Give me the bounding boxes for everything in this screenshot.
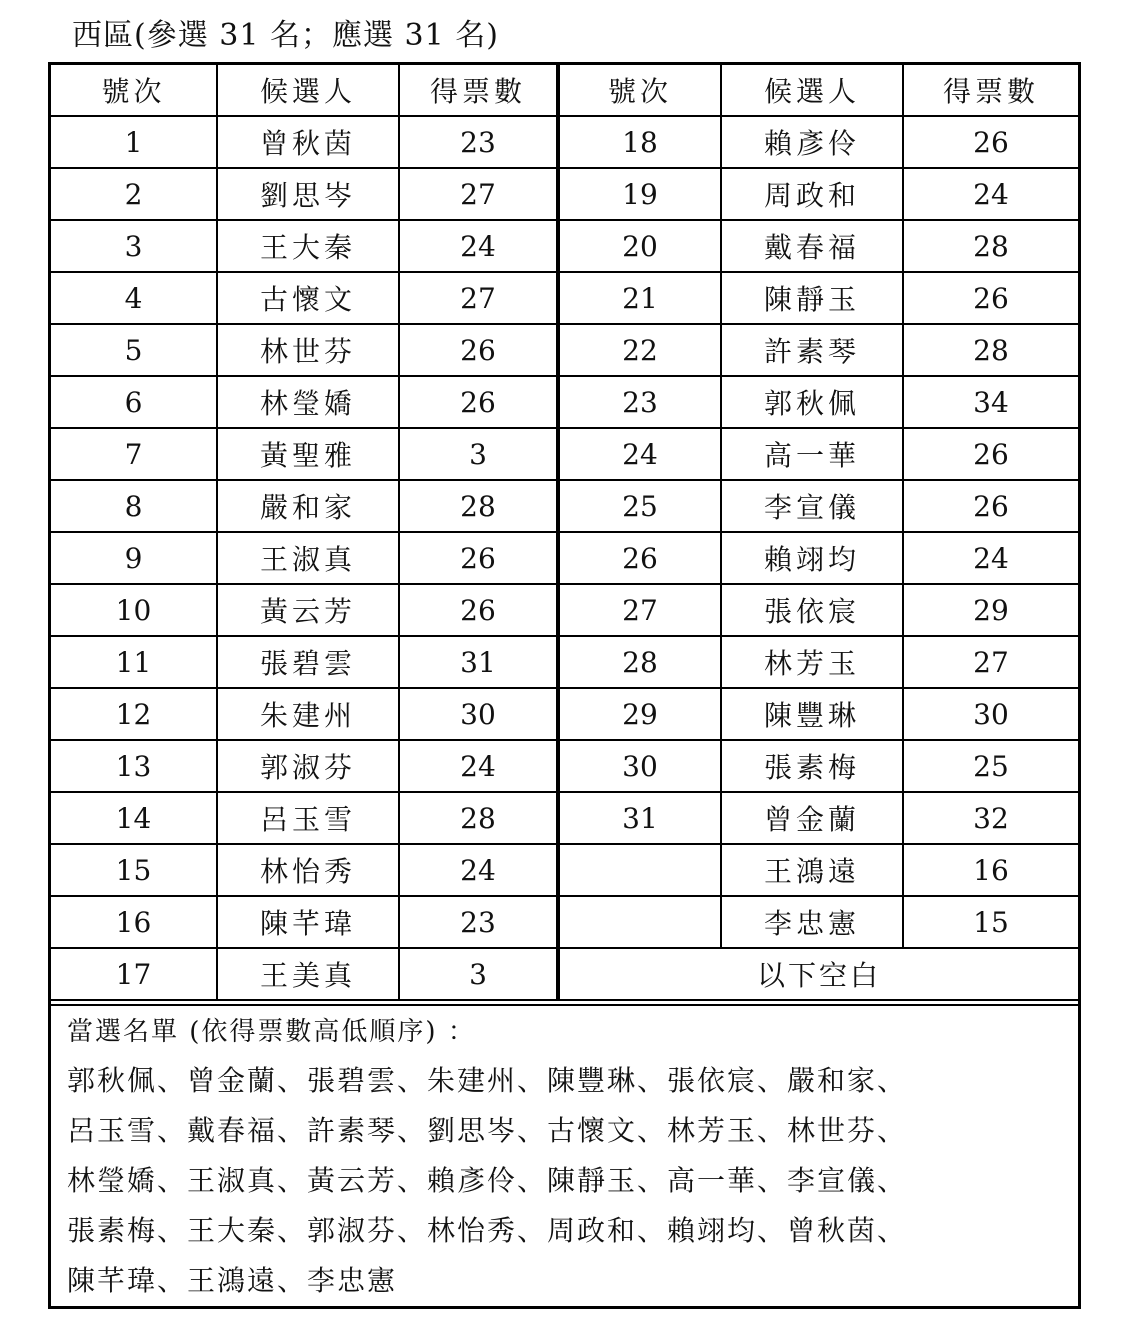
table-row: [51, 896, 1078, 948]
table-row: [51, 792, 1078, 844]
candidate-name: 王美真: [217, 948, 399, 1000]
candidate-name: 曾金蘭: [721, 792, 903, 844]
vote-count: 28: [399, 792, 558, 844]
results-frame: [48, 62, 1081, 1309]
candidate-number: 4: [51, 272, 217, 324]
candidate-number: 27: [558, 584, 721, 636]
candidate-name: 林瑩嬌: [217, 376, 399, 428]
vote-count: 24: [399, 740, 558, 792]
elected-line: 陳芊瑋、王鴻遠、李忠憲: [67, 1264, 398, 1297]
vote-count: 32: [903, 792, 1078, 844]
candidate-number: 23: [558, 376, 721, 428]
vote-count: 26: [399, 584, 558, 636]
candidate-number: 19: [558, 168, 721, 220]
table-row: [51, 272, 1078, 324]
candidate-number: 12: [51, 688, 217, 740]
candidate-name: 賴彥伶: [721, 116, 903, 168]
candidate-number: 14: [51, 792, 217, 844]
vote-count: 26: [903, 428, 1078, 480]
candidate-number: 2: [51, 168, 217, 220]
candidate-number: 29: [558, 688, 721, 740]
candidate-name: 郭秋佩: [721, 376, 903, 428]
candidate-number: 11: [51, 636, 217, 688]
header-votes-right: 得票數: [903, 65, 1078, 116]
candidate-number: [558, 896, 721, 948]
header-number-left: 號次: [51, 65, 217, 116]
table-row: [51, 844, 1078, 896]
header-votes-left: 得票數: [399, 65, 558, 116]
vote-count: 26: [903, 116, 1078, 168]
candidate-name: 張碧雲: [217, 636, 399, 688]
candidate-number: 17: [51, 948, 217, 1000]
candidate-name: 王淑真: [217, 532, 399, 584]
elected-list: [51, 1004, 1078, 1306]
elected-line: 呂玉雪、戴春福、許素琴、劉思岑、古懷文、林芳玉、林世芬、: [67, 1114, 908, 1147]
candidate-name: 賴翊均: [721, 532, 903, 584]
candidate-number: 18: [558, 116, 721, 168]
candidate-name: 林芳玉: [721, 636, 903, 688]
vote-count: 3: [399, 948, 558, 1000]
candidate-name: 戴春福: [721, 220, 903, 272]
elected-line: 張素梅、王大秦、郭淑芬、林怡秀、周政和、賴翊均、曾秋茵、: [67, 1214, 908, 1247]
table-row: [51, 584, 1078, 636]
vote-count: 26: [903, 480, 1078, 532]
results-table: [51, 65, 1078, 1001]
vote-count: 25: [903, 740, 1078, 792]
candidate-name: 張依宸: [721, 584, 903, 636]
candidate-number: 16: [51, 896, 217, 948]
vote-count: 34: [903, 376, 1078, 428]
candidate-number: 24: [558, 428, 721, 480]
candidate-number: 26: [558, 532, 721, 584]
vote-count: 24: [903, 532, 1078, 584]
vote-count: 28: [903, 220, 1078, 272]
candidate-name: 嚴和家: [217, 480, 399, 532]
vote-count: 28: [903, 324, 1078, 376]
candidate-name: 陳豐琳: [721, 688, 903, 740]
candidate-name: 呂玉雪: [217, 792, 399, 844]
candidate-number: 5: [51, 324, 217, 376]
table-row: [51, 428, 1078, 480]
table-row: [51, 688, 1078, 740]
candidate-name: 陳靜玉: [721, 272, 903, 324]
vote-count: 27: [399, 168, 558, 220]
vote-count: 26: [399, 324, 558, 376]
candidate-number: 31: [558, 792, 721, 844]
candidate-number: 21: [558, 272, 721, 324]
candidate-number: [558, 844, 721, 896]
candidate-name: 古懷文: [217, 272, 399, 324]
vote-count: 30: [903, 688, 1078, 740]
vote-count: 24: [399, 220, 558, 272]
candidate-number: 20: [558, 220, 721, 272]
candidate-name: 王大秦: [217, 220, 399, 272]
candidate-number: 30: [558, 740, 721, 792]
vote-count: 28: [399, 480, 558, 532]
vote-count: 26: [903, 272, 1078, 324]
vote-count: 23: [399, 896, 558, 948]
header-row: [51, 65, 1078, 116]
candidate-number: 15: [51, 844, 217, 896]
table-row: [51, 324, 1078, 376]
table-row: [51, 948, 1078, 1000]
candidate-number: 25: [558, 480, 721, 532]
vote-count: 16: [903, 844, 1078, 896]
header-number-right: 號次: [558, 65, 721, 116]
candidate-name: 林世芬: [217, 324, 399, 376]
vote-count: 27: [399, 272, 558, 324]
candidate-name: 黃云芳: [217, 584, 399, 636]
table-row: [51, 220, 1078, 272]
vote-count: 27: [903, 636, 1078, 688]
elected-heading: 當選名單 (依得票數高低順序) ：: [67, 1017, 476, 1047]
candidate-name: 周政和: [721, 168, 903, 220]
table-row: [51, 116, 1078, 168]
vote-count: 26: [399, 532, 558, 584]
candidate-name: 王鴻遠: [721, 844, 903, 896]
vote-count: 23: [399, 116, 558, 168]
vote-count: 15: [903, 896, 1078, 948]
header-candidate-left: 候選人: [217, 65, 399, 116]
table-row: [51, 376, 1078, 428]
candidate-name: 李忠憲: [721, 896, 903, 948]
vote-count: 29: [903, 584, 1078, 636]
candidate-name: 曾秋茵: [217, 116, 399, 168]
candidate-number: 13: [51, 740, 217, 792]
candidate-name: 李宣儀: [721, 480, 903, 532]
candidate-name: 劉思岑: [217, 168, 399, 220]
candidate-name: 高一華: [721, 428, 903, 480]
candidate-number: 9: [51, 532, 217, 584]
table-row: [51, 168, 1078, 220]
table-row: [51, 480, 1078, 532]
vote-count: 31: [399, 636, 558, 688]
vote-count: 26: [399, 376, 558, 428]
candidate-number: 8: [51, 480, 217, 532]
candidate-number: 6: [51, 376, 217, 428]
vote-count: 30: [399, 688, 558, 740]
table-row: [51, 740, 1078, 792]
header-candidate-right: 候選人: [721, 65, 903, 116]
elected-line: 郭秋佩、曾金蘭、張碧雲、朱建州、陳豐琳、張依宸、嚴和家、: [67, 1064, 908, 1097]
candidate-number: 22: [558, 324, 721, 376]
candidate-name: 黃聖雅: [217, 428, 399, 480]
table-row: [51, 636, 1078, 688]
candidate-number: 3: [51, 220, 217, 272]
candidate-name: 郭淑芬: [217, 740, 399, 792]
candidate-number: 1: [51, 116, 217, 168]
table-row: [51, 532, 1078, 584]
candidate-number: 28: [558, 636, 721, 688]
page-title: 西區(參選 31 名；應選 31 名): [72, 18, 499, 53]
blank-note: 以下空白: [558, 948, 1078, 1000]
vote-count: 3: [399, 428, 558, 480]
vote-count: 24: [903, 168, 1078, 220]
candidate-name: 林怡秀: [217, 844, 399, 896]
vote-count: 24: [399, 844, 558, 896]
candidate-number: 10: [51, 584, 217, 636]
candidate-name: 陳芊瑋: [217, 896, 399, 948]
candidate-name: 許素琴: [721, 324, 903, 376]
candidate-number: 7: [51, 428, 217, 480]
candidate-name: 朱建州: [217, 688, 399, 740]
elected-line: 林瑩嬌、王淑真、黃云芳、賴彥伶、陳靜玉、高一華、李宣儀、: [67, 1164, 908, 1197]
candidate-name: 張素梅: [721, 740, 903, 792]
